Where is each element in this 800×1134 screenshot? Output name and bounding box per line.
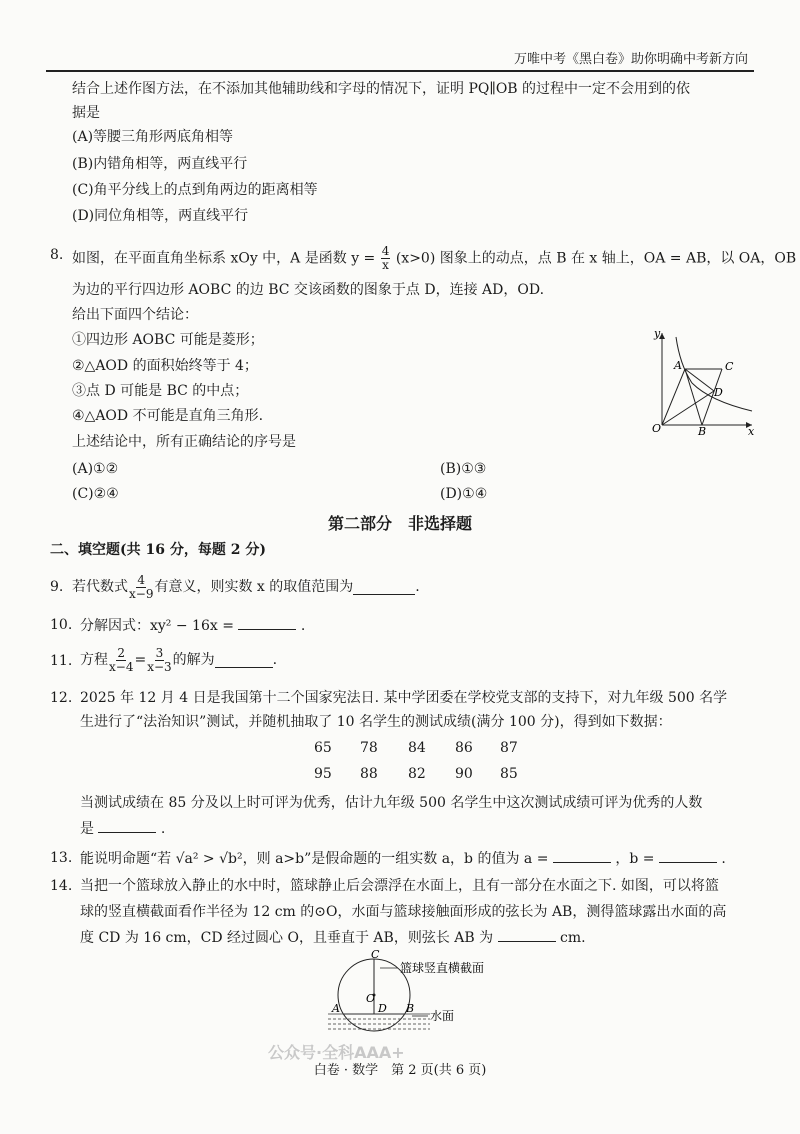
label-b: B: [698, 425, 707, 435]
q12-number: 12.: [50, 690, 73, 706]
watermark: 公众号·全科AAA+: [268, 1043, 405, 1062]
q7-option-c: (C)角平分线上的点到角两边的距离相等: [72, 182, 318, 198]
q7-option-b: (B)内错角相等，两直线平行: [72, 156, 248, 172]
q9-text-a: 若代数式: [72, 579, 128, 595]
q12-line3: 当测试成绩在 85 分及以上时可评为优秀，估计九年级 500 名学生中这次测试成绩可评为优秀的人数: [80, 795, 703, 811]
q11-end: .: [272, 652, 278, 668]
q11-number: 11.: [50, 653, 73, 669]
q8-conclusion-1: ①四边形 AOBC 可能是菱形；: [72, 332, 264, 348]
label-d: D: [378, 1002, 387, 1015]
label-cross-section: 篮球竖直横截面: [400, 961, 485, 975]
q11-fraction-1: [109, 647, 133, 674]
q8-number: 8.: [50, 247, 64, 263]
q11-answer-blank[interactable]: [215, 653, 273, 668]
label-water: 水面: [430, 1009, 455, 1023]
label-o: O: [366, 992, 376, 1005]
q12-line1: 2025 年 12 月 4 日是我国第十二个国家宪法日. 某中学团委在学校党支部的支持下，对九年级 500 名学: [80, 690, 728, 706]
q12-score: 88: [360, 766, 378, 782]
q9-text-b: 有意义，则实数 x 的取值范围为: [154, 579, 354, 595]
q13-answer-blank-b[interactable]: [659, 848, 717, 863]
q9-answer-blank[interactable]: [353, 580, 415, 595]
q8-conclusion-3: ③点 D 可能是 BC 的中点；: [72, 383, 249, 399]
segment-ab: [685, 369, 702, 425]
q10-answer-blank[interactable]: [238, 615, 296, 630]
q14-line2: 球的竖直横截面看作半径为 12 cm 的⊙O，水面与篮球接触面形成的弦长为 AB，测得篮球露出水面的高: [80, 904, 727, 920]
q10-end: .: [300, 618, 306, 634]
q12-data-row-2: [0, 766, 800, 786]
q9-frac-num: 4: [137, 572, 146, 587]
q13-end: .: [721, 851, 726, 867]
q12-score: 78: [360, 740, 378, 756]
q9-line: [72, 569, 420, 605]
q8-stem-line1: [72, 245, 796, 272]
q8-stem-b: (x>0) 图象上的动点，点 B 在 x 轴上，OA = AB，以 OA，OB: [395, 250, 797, 267]
label-x: x: [748, 425, 755, 435]
q11-fraction-2: [147, 647, 171, 674]
q8-coordinate-figure: [640, 325, 760, 435]
header-rule: [46, 70, 754, 72]
q11-f2-num: 3: [155, 645, 164, 660]
q11-text-b: 的解为: [172, 652, 215, 668]
q11-f2-den: x−3: [147, 659, 172, 674]
q12-score: 86: [455, 740, 473, 756]
q12-score: 84: [408, 740, 426, 756]
q9-number: 9.: [50, 579, 64, 595]
q14-line3-unit: cm.: [560, 930, 586, 946]
q12-score: 90: [455, 766, 473, 782]
q11-text-a: 方程: [80, 652, 108, 668]
q8-conclusion-2: ②△AOD 的面积始终等于 4；: [72, 358, 258, 374]
q8-stem-a: 如图，在平面直角坐标系 xOy 中，A 是函数 y =: [72, 250, 376, 267]
segment-od: [662, 391, 714, 425]
q10-line: [80, 615, 305, 636]
page-footer: 白卷 · 数学 第 2 页(共 6 页): [313, 1063, 487, 1078]
q12-line4: [80, 818, 165, 839]
label-a: A: [332, 1002, 340, 1015]
q13-text-b: ，b =: [615, 851, 655, 867]
q8-frac-den: x: [382, 258, 389, 272]
series-header: 万唯中考《黑白卷》助你明确中考新方向: [513, 52, 748, 67]
q14-basketball-figure: [320, 950, 500, 1045]
section-subtitle: 二、填空题(共 16 分，每题 2 分): [50, 542, 266, 558]
q11-f1-num: 2: [117, 645, 126, 660]
q9-end: .: [415, 579, 420, 595]
q12-score: 87: [500, 740, 518, 756]
q7-option-a: (A)等腰三角形两底角相等: [72, 129, 234, 145]
q13-text-a: 能说明命题“若 √a² > √b²，则 a>b”是假命题的一组实数 a，b 的值为 a =: [80, 851, 549, 867]
q14-line3: [80, 927, 586, 948]
q12-score: 65: [314, 740, 332, 756]
q13-answer-blank-a[interactable]: [553, 848, 611, 863]
q8-stem-line2: 为边的平行四边形 AOBC 的边 BC 交该函数的图象于点 D，连接 AD，OD.: [72, 282, 545, 298]
q8-fraction: [381, 245, 391, 272]
q12-score: 82: [408, 766, 426, 782]
q13-line: [80, 848, 726, 869]
q7-stem-line2: 据是: [72, 105, 100, 121]
q8-ask: 上述结论中，所有正确结论的序号是: [72, 434, 296, 450]
q8-stem-line3: 给出下面四个结论：: [72, 307, 198, 323]
segment-ad: [685, 369, 714, 391]
label-a: A: [674, 359, 682, 372]
q8-option-c: (C)②④: [72, 486, 119, 502]
q10-text: 分解因式：xy² − 16x =: [80, 618, 234, 634]
q12-line2: 生进行了“法治知识”测试，并随机抽取了 10 名学生的测试成绩(满分 100 分)，得到如下数据：: [80, 714, 672, 730]
q8-conclusion-4: ④△AOD 不可能是直角三角形.: [72, 408, 264, 424]
q7-option-d: (D)同位角相等，两直线平行: [72, 208, 249, 224]
q9-frac-den: x−9: [129, 586, 154, 601]
q8-option-d: (D)①④: [440, 486, 488, 502]
q10-number: 10.: [50, 617, 73, 633]
label-b: B: [406, 1002, 415, 1015]
q13-number: 13.: [50, 850, 73, 866]
label-o: O: [652, 422, 662, 435]
label-y: y: [654, 327, 661, 340]
q7-stem-line1: 结合上述作图方法，在不添加其他辅助线和字母的情况下，证明 PQ∥OB 的过程中一定不会用到的依: [72, 81, 691, 97]
q14-line1: 当把一个篮球放入静止的水中时，篮球静止后会漂浮在水面上，且有一部分在水面之下. 如图，可以将篮: [80, 878, 719, 894]
q9-fraction: [129, 574, 153, 601]
q11-f1-den: x−4: [109, 659, 134, 674]
q8-option-a: (A)①②: [72, 461, 119, 477]
segment-oa: [662, 369, 685, 425]
q12-line4-text: 是: [80, 821, 94, 837]
q11-line: [80, 640, 277, 680]
q12-end: .: [160, 821, 166, 837]
section-title: 第二部分 非选择题: [327, 514, 472, 533]
q14-number: 14.: [50, 878, 73, 894]
q14-line3-text: 度 CD 为 16 cm，CD 经过圆心 O，且垂直于 AB，则弦长 AB 为: [80, 930, 494, 946]
label-d: D: [714, 386, 723, 399]
q12-answer-blank[interactable]: [98, 818, 156, 833]
q8-frac-num: 4: [381, 244, 390, 258]
q12-score: 95: [314, 766, 332, 782]
label-c: C: [371, 950, 380, 961]
q12-data-row-1: [0, 740, 800, 760]
q12-score: 85: [500, 766, 518, 782]
q11-equals: =: [134, 652, 147, 668]
hyperbola-curve: [676, 337, 752, 411]
q14-answer-blank[interactable]: [498, 927, 556, 942]
label-c: C: [725, 360, 734, 373]
q8-option-b: (B)①③: [440, 461, 487, 477]
